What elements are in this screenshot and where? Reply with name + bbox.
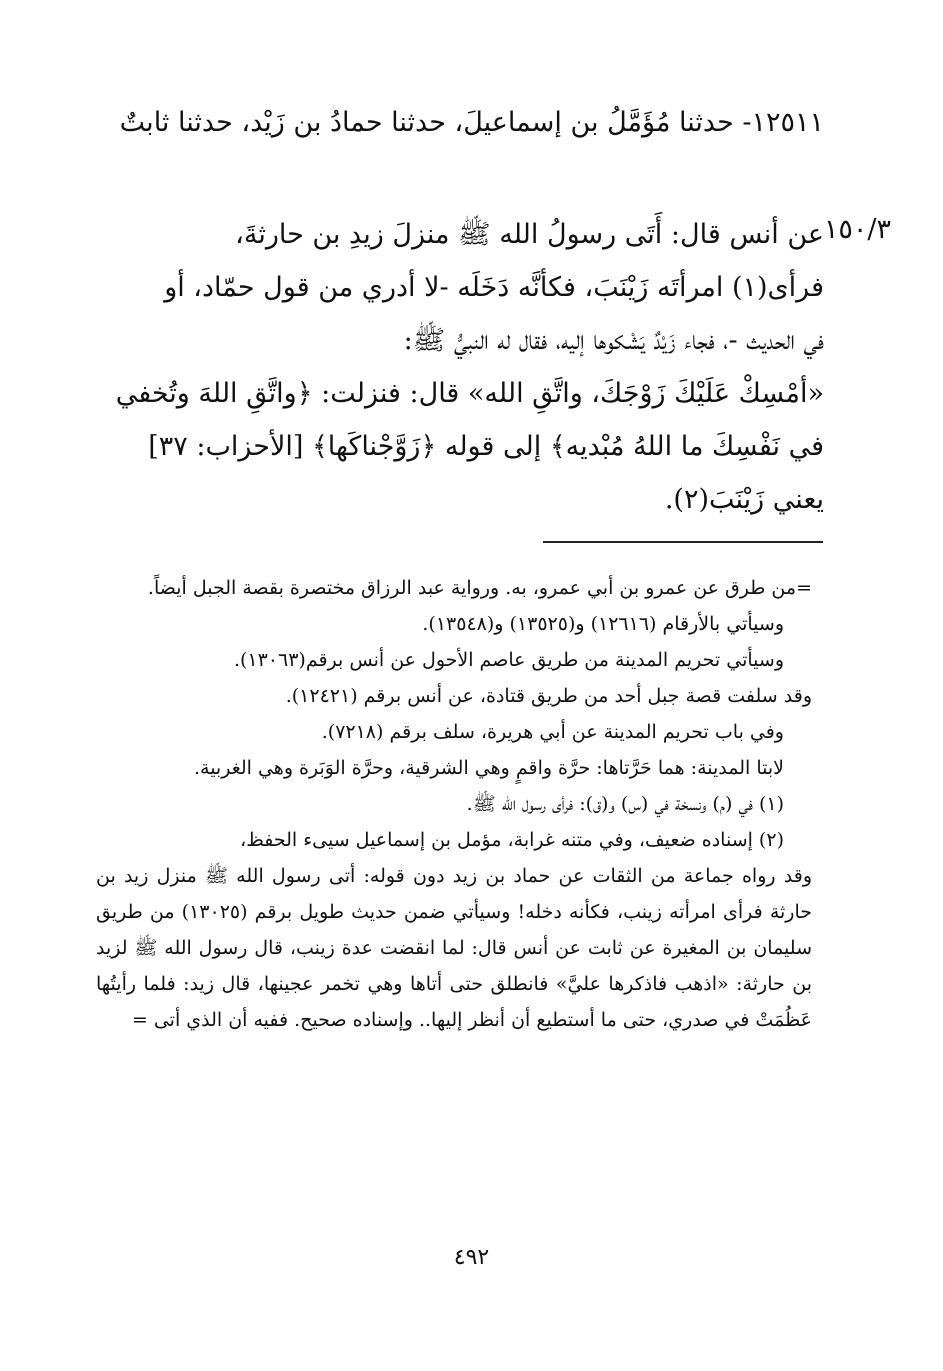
- footnote-paragraph: لابتا المدينة: هما حَرَّتاها: حرَّة واقمٍ وهي الشرقية، وحرَّة الوَبَرة وهي الغربية.: [193, 757, 784, 779]
- footnote-paragraph: وسيأتي تحريم المدينة من طريق عاصم الأحول عن أنس برقم(١٣٠٦٣).: [233, 649, 784, 671]
- hadith-line: في الحديث -، فجاء زَيْدٌ يَشْكوها إليه، فقال له النبيُّ ﷺ:: [403, 325, 824, 356]
- footnote-paragraph: وقد سلفت قصة جبل أحد من طريق قتادة، عن أنس برقم (١٢٤٢١).: [285, 685, 812, 707]
- hadith-body: [96, 208, 824, 526]
- footnote-paragraph: وقد رواه جماعة من الثقات عن حماد بن زيد دون قوله: أتى رسول الله ﷺ منزل زيد بن حارثة فرأى امرأته زينب، فكأنه دخله! وسيأتي ضمن حديث طويل برقم (١٣٠٢٥) من طريق سليمان بن المغيرة عن ثابت عن أنس قال: لما انقضت عدة زينب، قال رسول الله ﷺ لزيد بن حارثة: «اذهب فاذكرها عليَّ» فانطلق حتى أتاها وهي تخمر عجينها، قال زيد: فلما رأيتُها عَظُمَتْ في صدري، حتى ما أستطيع أن أنظر إليها.. وإسناده صحيح. ففيه أن الذي أتى =: [96, 865, 812, 1031]
- footnote-separator: [543, 541, 823, 543]
- hadith-line: يعني زَيْنَبَ(٢).: [664, 484, 824, 515]
- hadith-intro-text: ١٢٥١١- حدثنا مُؤَمَّلُ بن إسماعيلَ، حدثنا حمادُ بن زَيْد، حدثنا ثابتٌ: [119, 107, 824, 138]
- hadith-line: «أمْسِكْ عَلَيْكَ زَوْجَكَ، واتَّقِ الله» قال: فنزلت: ﴿واتَّقِ اللهَ وتُخفي: [115, 378, 824, 409]
- hadith-line: في نَفْسِكَ ما اللهُ مُبْديه﴾ إلى قوله ﴿زَوَّجْناكَها﴾ [الأحزاب: ٣٧]: [148, 431, 824, 462]
- footnote-paragraph: وفي باب تحريم المدينة عن أبي هريرة، سلف برقم (٧٢١٨).: [321, 721, 784, 743]
- footnote-paragraph: وسيأتي بالأرقام (١٢٦١٦) و(١٣٥٢٥) و(١٣٥٤٨).: [422, 613, 784, 635]
- margin-reference: ١٥٠/٣: [823, 214, 891, 245]
- footnote-paragraph: (٢) إسناده ضعيف، وفي متنه غرابة، مؤمل بن إسماعيل سيىء الحفظ،: [240, 829, 784, 851]
- page-number: ٤٩٢: [453, 1245, 490, 1270]
- footnotes: [96, 570, 812, 1038]
- hadith-intro: [96, 98, 824, 147]
- hadith-line: عن أنس قال: أَتَى رسولُ الله ﷺ منزلَ زيدِ بن حارثةَ،: [235, 219, 824, 250]
- footnote-paragraph: =من طرق عن عمرو بن أبي عمرو، به. ورواية عبد الرزاق مختصرة بقصة الجبل أيضاً.: [147, 577, 812, 599]
- footnote-paragraph: (١) في (م) ونسخة في (س) و(ق): فرأى رسول الله ﷺ.: [466, 793, 784, 815]
- hadith-line: فرأى(١) امرأتَه زَيْنَبَ، فكأنَّه دَخَلَه -لا أدري من قول حمّاد، أو: [164, 272, 824, 303]
